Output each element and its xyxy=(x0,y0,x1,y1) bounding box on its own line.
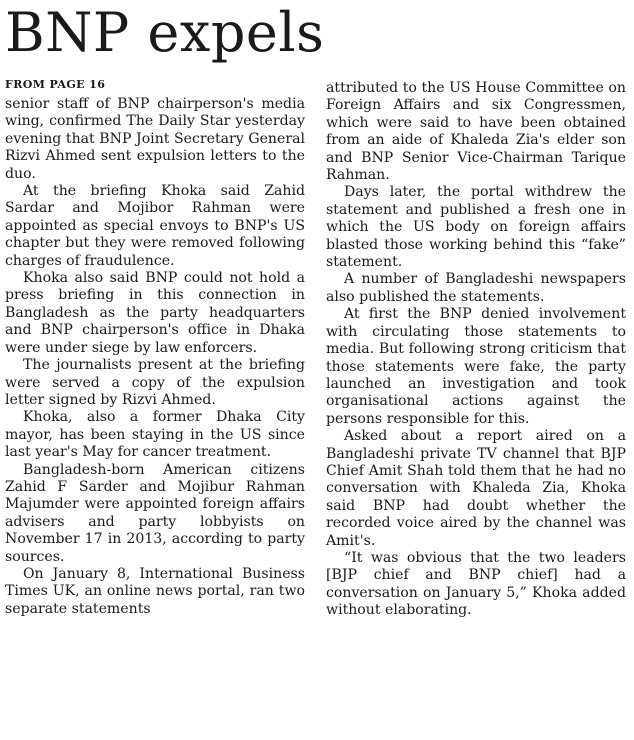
paragraph: “It was obvious that the two leaders [BJP chief and BNP chief] had a conversation on January 5,” Khoka added without elaborating. xyxy=(326,549,626,619)
paragraph: A number of Bangladeshi newspapers also published the statements. xyxy=(326,271,626,305)
paragraph: At first the BNP denied involvement with circulating those statements to media. But following strong criticism that those statements were fake, the party launched an investigation and took organisational actions against the persons responsible for this. xyxy=(326,306,626,427)
paragraph: Days later, the portal withdrew the statement and published a fresh one in which the US body on foreign affairs blasted those working behind this “fake” statement. xyxy=(326,184,626,271)
paragraph: Khoka also said BNP could not hold a press briefing in this connection in Bangladesh as the party headquarters and BNP chairperson's office in Dhaka were under siege by law enforcers. xyxy=(5,270,305,356)
paragraph: At the briefing Khoka said Zahid Sardar and Mojibor Rahman were appointed as special envoys to BNP's US chapter but they were removed following charges of fraudulence. xyxy=(5,183,305,269)
paragraph: The journalists present at the briefing were served a copy of the expulsion letter signed by Rizvi Ahmed. xyxy=(5,357,305,408)
paragraph: On January 8, International Business Times UK, an online news portal, ran two separate statements xyxy=(5,565,305,617)
paragraph: Khoka, also a former Dhaka City mayor, has been staying in the US since last year's May for cancer treatment. xyxy=(5,409,305,461)
left-column xyxy=(5,96,305,618)
continued-from-label: FROM PAGE 16 xyxy=(5,78,106,91)
paragraph: attributed to the US House Committee on Foreign Affairs and six Congressmen, which were said to have been obtained from an aide of Khaleda Zia's elder son and BNP Senior Vice-Chairman Tarique Rahman. xyxy=(326,80,626,184)
paragraph: Bangladesh-born American citizens Zahid F Sarder and Mojibur Rahman Majumder were appointed foreign affairs advisers and party lobbyists on November 17 in 2013, according to party sources. xyxy=(5,461,305,565)
paragraph: Asked about a report aired on a Bangladeshi private TV channel that BJP Chief Amit Shah told them that he had no conversation with Khaleda Zia, Khoka said BNP had doubt whether the recorded voice aired by the channel was Amit's. xyxy=(326,428,626,549)
right-column xyxy=(326,80,626,620)
headline: BNP expels xyxy=(5,1,325,64)
paragraph: senior staff of BNP chairperson's media wing, confirmed The Daily Star yesterday evening that BNP Joint Secretary General Rizvi Ahmed sent expulsion letters to the duo. xyxy=(5,96,305,182)
